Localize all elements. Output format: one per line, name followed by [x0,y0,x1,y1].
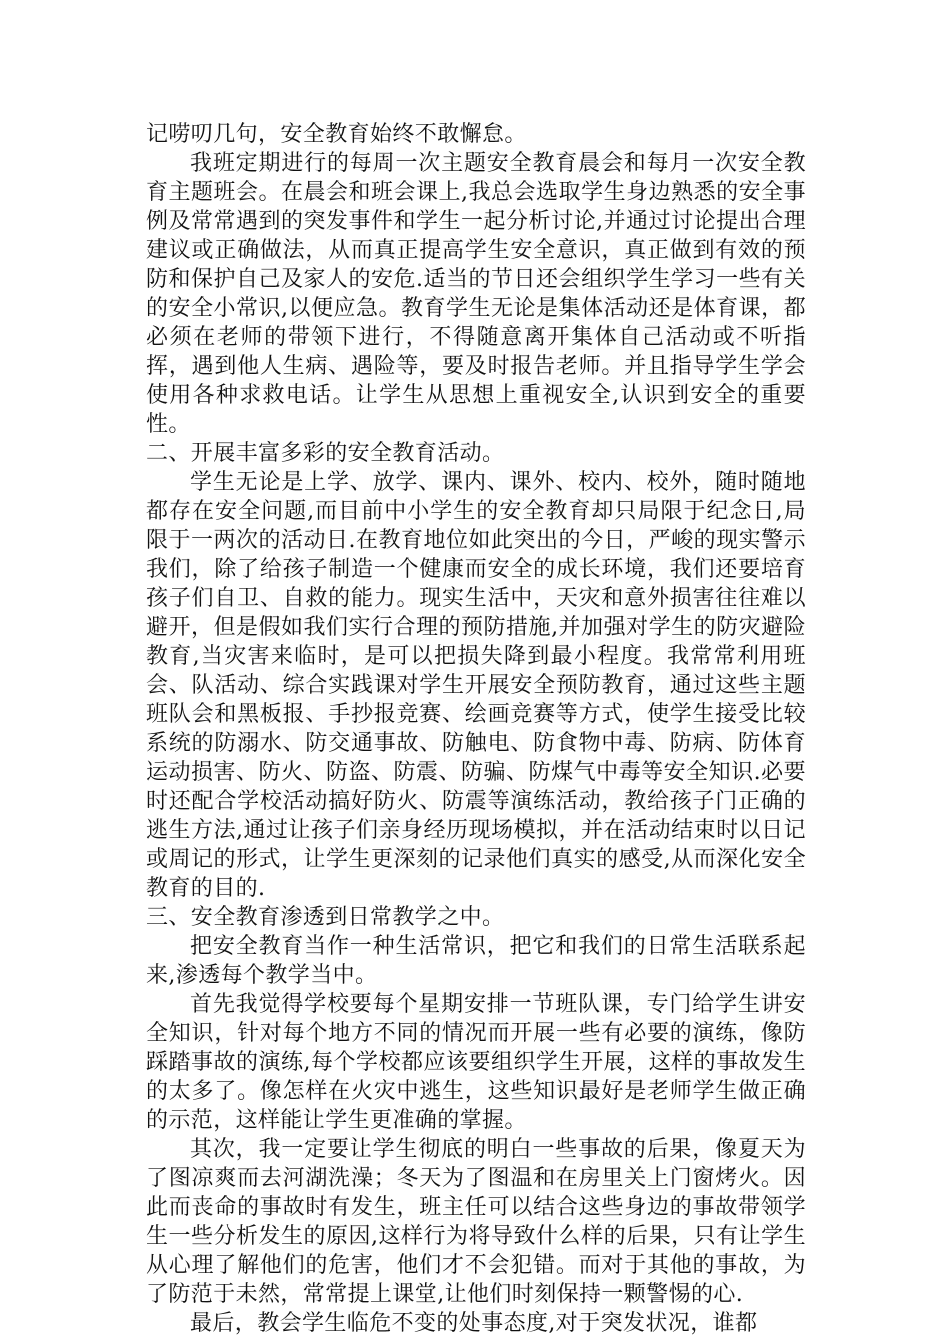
paragraph-daily-life-integration: 把安全教育当作一种生活常识，把它和我们的日常生活联系起来,渗透每个教学当中。 [146,934,806,988]
paragraph-safety-activities: 学生无论是上学、放学、课内、课外、校内、校外，随时随地都存在安全问题,而目前中小学生的安全教育却只局限于纪念日,局限于一两次的活动日.在教育地位如此突出的今日，严峻的现实警示我们，除了给孩子制造一个健康而安全的成长环境，我们还要培育孩子们自卫、自救的能力。现实生活中，天灾和意外损害往往难以避开，但是假如我们实行合理的预防措施,并加强对学生的防灾避险教育,当灾害来临时，是可以把损失降到最小程度。我常常利用班会、队活动、综合实践课对学生开展安全预防教育，通过这些主题班队会和黑板报、手抄报竞赛、绘画竞赛等方式，使学生接受比较系统的防溺水、防交通事故、防触电、防食物中毒、防病、防体育运动损害、防火、防盗、防震、防骗、防煤气中毒等安全知识.必要时还配合学校活动搞好防火、防震等演练活动，教给孩子门正确的逃生方法,通过让孩子们亲身经历现场模拟，并在活动结束时以日记或周记的形式，让学生更深刻的记录他们真实的感受,从而深化安全教育的目的. [146,470,806,901]
section-heading-3: 三、安全教育渗透到日常教学之中。 [146,905,505,930]
paragraph-last-point: 最后，教会学生临危不变的处事态度,对于突发状况，谁都 [190,1311,758,1336]
paragraph-first-point: 首先我觉得学校要每个星期安排一节班队课，专门给学生讲安全知识，针对每个地方不同的情况而开展一些有必要的演练，像防踩踏事故的演练,每个学校都应该要组织学生开展，这样的事故发生的太多了。像怎样在火灾中逃生，这些知识最好是老师学生做正确的示范，这样能让学生更准确的掌握。 [146,992,806,1133]
paragraph-weekly-safety-meetings: 我班定期进行的每周一次主题安全教育晨会和每月一次安全教育主题班会。在晨会和班会课上,我总会选取学生身边熟悉的安全事例及常常遇到的突发事件和学生一起分析讨论,并通过讨论提出合理建议或正确做法，从而真正提高学生安全意识，真正做到有效的预防和保护自己及家人的安危.适当的节日还会组织学生学习一些有关的安全小常识,以便应急。教育学生无论是集体活动还是体育课，都必须在老师的带领下进行，不得随意离开集体自己活动或不听指挥，遇到他人生病、遇险等，要及时报告老师。并且指导学生学会使用各种求救电话。让学生从思想上重视安全,认识到安全的重要性。 [146,151,806,437]
section-heading-2: 二、开展丰富多彩的安全教育活动。 [146,441,505,466]
document-body [146,120,806,1338]
paragraph-second-point: 其次，我一定要让学生彻底的明白一些事故的后果，像夏天为了图凉爽而去河湖洗澡；冬天为了图温和在房里关上门窗烤火。因此而丧命的事故时有发生，班主任可以结合这些身边的事故带领学生一些分析发生的原因,这样行为将导致什么样的后果，只有让学生从心理了解他们的危害，他们才不会犯错。而对于其他的事故，为了防范于未然，常常提上课堂,让他们时刻保持一颗警惕的心. [146,1137,806,1307]
paragraph-continuation: 记唠叨几句，安全教育始终不敢懈怠。 [146,122,527,147]
